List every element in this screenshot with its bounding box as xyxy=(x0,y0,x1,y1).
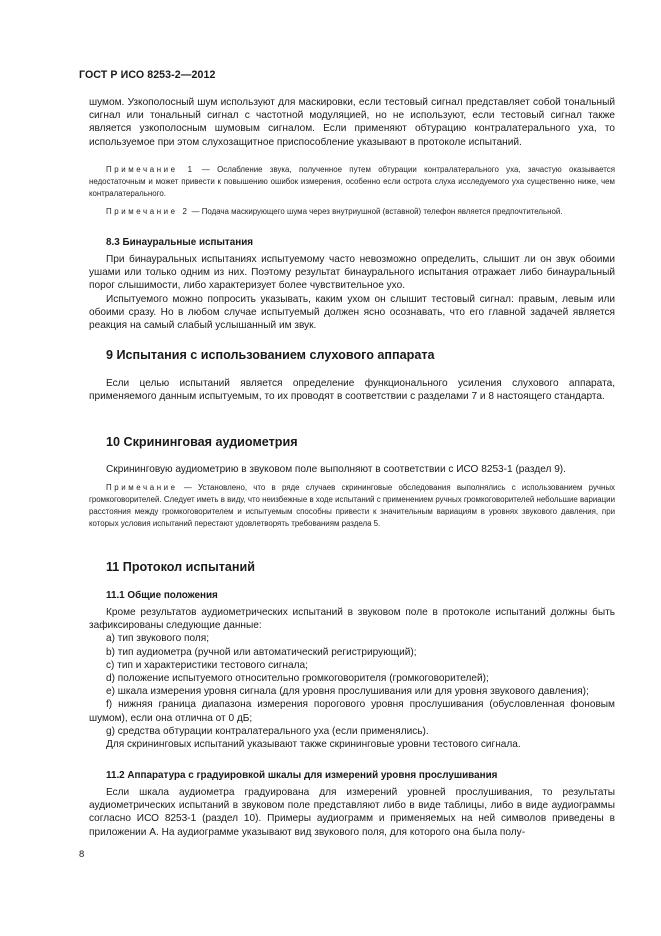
heading-9: 9 Испытания с использованием слухового аппарата xyxy=(106,348,435,362)
section-10-note-text: — Установлено, что в ряде случаев скрининговые обследования выполнялись с использованием ручных громкоговорителей. Следует иметь в виду, что неизбежные в ходе испытаний с применением ручных громкоговорителей небольшие вариации расстояния между громкоговорителем и испытуемым способны привести к значительным вариациям в уровнях звукового давления, при которых условия испытаний перестают удовлетворять требованиям раздела 5. xyxy=(89,483,615,528)
section-10-note xyxy=(89,482,615,530)
note-1-text: — Ослабление звука, полученное путем обтурации контралатерального уха, зачастую оказывается недостаточным и может привести к повышению ошибок измерения, особенно если острота слуха исследуемого уха существенно ниже, чем контралатерального. xyxy=(89,165,615,198)
intro-block xyxy=(89,96,615,149)
note-2-text: — Подача маскирующего шума через внутриушной (вставной) телефон является предпочтительной. xyxy=(189,207,563,216)
heading-10: 10 Скрининговая аудиометрия xyxy=(106,435,298,449)
section-8-3-paragraph-2: Испытуемого можно попросить указывать, каким ухом он слышит тестовый сигнал: правым, левым или обоими сразу. Но в любом случае испытуемый должен ясно осознавать, что его главной задачей является реакция на самый слабый услышанный им звук. xyxy=(89,293,615,332)
list-item: a) тип звукового поля; xyxy=(106,633,210,645)
list-item: e) шкала измерения уровня сигнала (для уровня прослушивания или для уровня звукового давления); xyxy=(106,686,589,698)
list-item: f) нижняя граница диапазона измерения порогового уровня прослушивания (обусловленная фоновым шумом), если она отлична от 0 дБ; xyxy=(89,699,615,724)
section-9-body xyxy=(89,377,615,403)
standard-header: ГОСТ Р ИСО 8253-2—2012 xyxy=(79,69,216,81)
section-9-paragraph-1: Если целью испытаний является определение функционального усиления слухового аппарата, применяемого данным испытуемым, то их проводят в соответствии с разделами 7 и 8 настоящего стандарта. xyxy=(89,378,615,403)
note-2 xyxy=(89,206,615,218)
heading-11-1: 11.1 Общие положения xyxy=(106,590,218,601)
section-10-body xyxy=(89,463,615,476)
section-10-paragraph-1: Скрининговую аудиометрию в звуковом поле выполняют в соответствии с ИСО 8253-1 (раздел 9). xyxy=(106,464,566,475)
section-11-1-body xyxy=(89,606,615,751)
heading-11-2: 11.2 Аппаратура с градуировкой шкалы для измерений уровня прослушивания xyxy=(106,770,498,781)
list-item: b) тип аудиометра (ручной или автоматический регистрирующий); xyxy=(106,646,417,658)
section-10-note-label: Примечание xyxy=(106,483,178,492)
intro-paragraph: шумом. Узкополосный шум используют для маскировки, если тестовый сигнал представляет собой тональный сигнал или тональный сигнал с частотной модуляцией, но не используют, если тестовый сигнал также является узкополосным шумовым сигналом. Если применяют обтурацию контралатерального уха, то используемое при этом слухозащитное приспособление указывают в протоколе испытаний. xyxy=(89,97,615,148)
heading-11: 11 Протокол испытаний xyxy=(106,560,256,574)
section-11-2-body xyxy=(89,786,615,839)
list-item: g) средства обтурации контралатерального уха (если применялись). xyxy=(106,725,429,737)
section-11-1-paragraph-2: Для скрининговых испытаний указывают также скрининговые уровни тестового сигнала. xyxy=(106,739,521,751)
section-8-3-paragraph-1: При бинауральных испытаниях испытуемому часто невозможно определить, слышит ли он звук обоими ушами или только одним из них. Поэтому результат бинаурального испытания отражает либо бинауральный порог слышимости, либо характеризует более чувствительное ухо. xyxy=(89,254,615,292)
list-item: d) положение испытуемого относительно громкоговорителя (громкоговорителей); xyxy=(106,673,489,685)
heading-8-3: 8.3 Бинауральные испытания xyxy=(106,237,254,248)
page-number: 8 xyxy=(79,849,85,860)
section-11-2-paragraph-1: Если шкала аудиометра градуирована для измерений уровней прослушивания, то результаты аудиометрических испытаний в звуковом поле представляют либо в виде таблицы, либо в виде аудиограммы согласно ИСО 8253-1 (раздел 10). Примеры аудиограмм и применяемых на ней символов приведены в приложении А. На аудиограмме указывают вид звукового поля, для которого она была полу- xyxy=(89,787,615,838)
protocol-data-list xyxy=(89,632,615,738)
note-1-label: Примечание 1 xyxy=(106,165,195,174)
note-1 xyxy=(89,164,615,200)
note-2-label: Примечание 2 xyxy=(106,207,190,216)
section-11-1-paragraph-1: Кроме результатов аудиометрических испытаний в звуковом поле в протоколе испытаний должны быть зафиксированы следующие данные: xyxy=(89,607,615,632)
list-item: c) тип и характеристики тестового сигнала; xyxy=(106,659,308,671)
section-8-3-body xyxy=(89,253,615,332)
